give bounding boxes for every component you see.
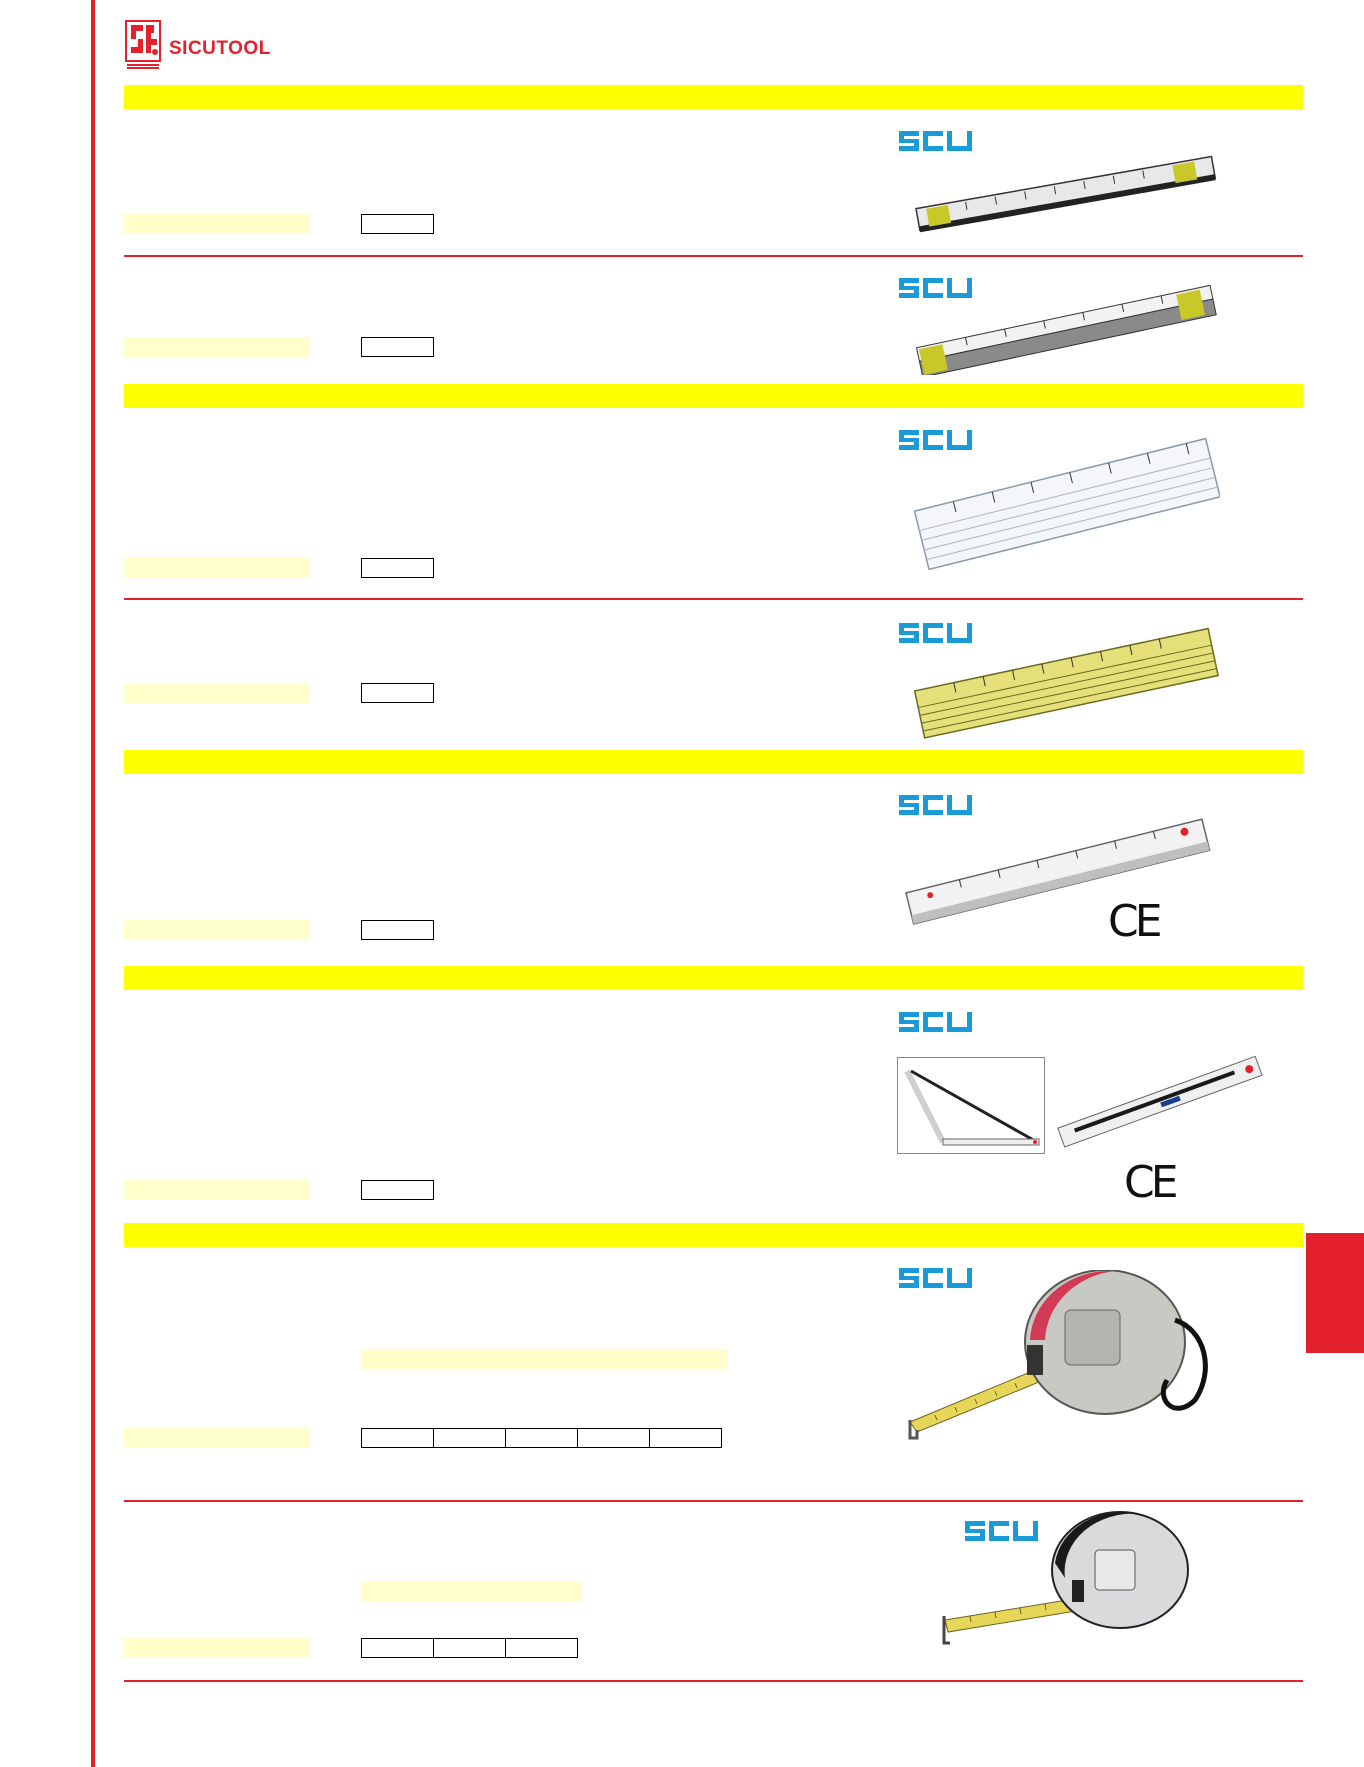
spec-header-band-8: [361, 1581, 582, 1601]
folding-ruler-angle-detail-image: [897, 1057, 1045, 1154]
spec-table-8: [361, 1638, 577, 1658]
product-code-label-5: [124, 920, 310, 940]
folding-ruler-wood-grey-image: [905, 145, 1220, 235]
section-divider: [124, 598, 1303, 600]
spec-cell: [361, 1180, 434, 1200]
section-divider: [124, 1680, 1303, 1682]
scu-brand-icon: [897, 1009, 977, 1035]
spec-cell: [505, 1428, 578, 1448]
spec-cell: [505, 1638, 578, 1658]
product-code-label-4: [124, 683, 310, 703]
product-code-label-1: [124, 214, 310, 234]
folding-ruler-grey-yellow-image: [905, 275, 1220, 375]
spec-cell: [577, 1428, 650, 1448]
section-bar-1: [124, 85, 1303, 109]
spec-cell: [361, 1638, 434, 1658]
spec-cell: [361, 214, 434, 234]
left-margin-rule: [91, 0, 95, 1767]
spec-table-6: [361, 1180, 433, 1200]
spec-table-2: [361, 337, 433, 357]
ce-mark-icon: CE: [1108, 896, 1159, 947]
section-bar-4: [124, 966, 1303, 990]
folding-ruler-white-plastic-image: [905, 420, 1220, 570]
spec-header-band-7: [361, 1349, 728, 1369]
product-code-label-2: [124, 337, 310, 357]
spec-table-3: [361, 558, 433, 578]
folding-ruler-with-angle-image: [1050, 1050, 1268, 1155]
product-code-label-3: [124, 558, 310, 578]
section-bar-2: [124, 384, 1303, 408]
section-divider: [124, 1500, 1303, 1502]
spec-table-1: [361, 214, 433, 234]
brand-name: SICUTOOL: [169, 38, 271, 59]
brand-logo[interactable]: [125, 20, 271, 70]
section-bar-5: [124, 1223, 1303, 1247]
spec-cell: [433, 1428, 506, 1448]
spec-table-4: [361, 683, 433, 703]
spec-cell: [361, 1428, 434, 1448]
spec-cell: [433, 1638, 506, 1658]
folding-ruler-white-the-best-image: [900, 800, 1220, 940]
spec-cell: [361, 920, 434, 940]
sicutool-logo-icon: [125, 20, 161, 70]
product-code-label-7: [124, 1428, 310, 1448]
section-divider: [124, 255, 1303, 257]
spec-cell: [649, 1428, 722, 1448]
chapter-tab[interactable]: [1306, 1233, 1364, 1353]
ce-mark-icon: CE: [1124, 1157, 1175, 1208]
section-bar-3: [124, 750, 1303, 774]
tape-measure-grey-red-image: [905, 1270, 1215, 1440]
product-code-label-6: [124, 1180, 310, 1200]
spec-cell: [361, 683, 434, 703]
tape-measure-chrome-image: [940, 1508, 1195, 1648]
spec-table-7: [361, 1428, 721, 1448]
spec-cell: [361, 558, 434, 578]
product-code-label-8: [124, 1638, 310, 1658]
spec-table-5: [361, 920, 433, 940]
spec-cell: [361, 337, 434, 357]
folding-ruler-yellow-image: [905, 615, 1220, 740]
